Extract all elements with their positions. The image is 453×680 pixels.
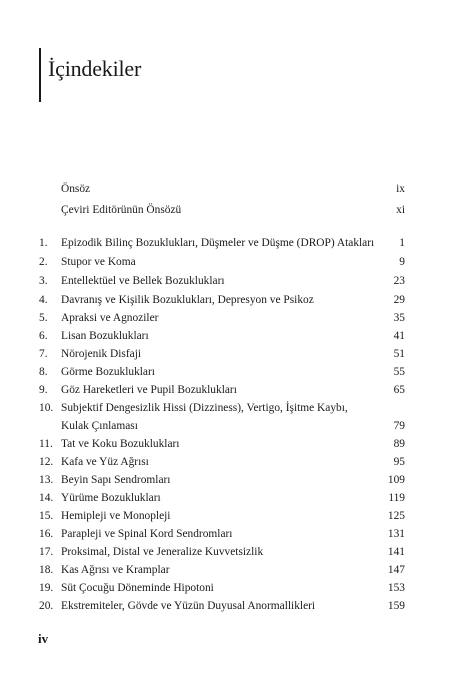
chapter-number: 12. — [39, 456, 54, 468]
chapter-page: 55 — [393, 366, 405, 378]
chapter-title: Göz Hareketleri ve Pupil Bozuklukları — [61, 384, 237, 396]
chapter-number: 20. — [39, 600, 54, 612]
chapter-page: 147 — [387, 564, 405, 576]
entry-title: Çeviri Editörünün Önsözü — [61, 204, 182, 216]
chapter-title: Görme Bozuklukları — [61, 366, 155, 378]
entry-page: ix — [396, 183, 405, 195]
chapter-title: Beyin Sapı Sendromları — [61, 474, 171, 486]
chapter-title: Epizodik Bilinç Bozuklukları, Düşmeler ve Düşme (DROP) Atakları — [61, 237, 375, 249]
chapter-title: Parapleji ve Spinal Kord Sendromları — [61, 528, 233, 540]
title-rule — [39, 48, 41, 102]
chapter-title: Kafa ve Yüz Ağrısı — [61, 456, 149, 468]
chapter-title: Ekstremiteler, Gövde ve Yüzün Duyusal Anormallikleri — [61, 600, 316, 612]
chapter-page: 9 — [399, 256, 405, 268]
chapter-number: 14. — [39, 492, 54, 504]
chapter-title-continued: Kulak Çınlaması — [61, 420, 138, 432]
chapter-title: Hemipleji ve Monopleji — [61, 510, 171, 522]
chapter-title: Tat ve Koku Bozuklukları — [61, 438, 180, 450]
chapter-number: 10. — [39, 402, 54, 414]
chapter-title: Kas Ağrısı ve Kramplar — [61, 564, 170, 576]
chapter-number: 13. — [39, 474, 54, 486]
chapter-number: 17. — [39, 546, 54, 558]
entry-page: xi — [396, 204, 405, 216]
chapter-title: Stupor ve Koma — [61, 256, 136, 268]
chapter-page: 35 — [393, 312, 405, 324]
chapter-number: 19. — [39, 582, 54, 594]
chapter-title: Yürüme Bozuklukları — [61, 492, 161, 504]
chapter-number: 16. — [39, 528, 54, 540]
chapter-number: 8. — [39, 366, 48, 378]
chapter-number: 2. — [39, 256, 48, 268]
chapter-page: 125 — [387, 510, 405, 522]
chapter-number: 11. — [39, 438, 53, 450]
chapter-page: 89 — [393, 438, 405, 450]
chapter-page: 65 — [393, 384, 405, 396]
chapter-number: 9. — [39, 384, 48, 396]
chapter-page: 1 — [399, 237, 405, 249]
chapter-page: 141 — [387, 546, 405, 558]
chapter-number: 7. — [39, 348, 48, 360]
chapter-page: 119 — [388, 492, 405, 504]
chapter-page: 159 — [387, 600, 405, 612]
page-folio: iv — [38, 631, 49, 646]
page-title: İçindekiler — [48, 56, 142, 81]
chapter-number: 3. — [39, 275, 48, 287]
chapter-page: 95 — [393, 456, 405, 468]
chapter-page: 109 — [387, 474, 405, 486]
chapter-title: Lisan Bozuklukları — [61, 330, 149, 342]
chapter-number: 15. — [39, 510, 54, 522]
chapter-number: 6. — [39, 330, 48, 342]
chapter-title: Süt Çocuğu Döneminde Hipotoni — [61, 582, 214, 594]
chapter-page: 79 — [393, 420, 405, 432]
chapter-title: Apraksi ve Agnoziler — [61, 312, 159, 324]
chapter-title: Entellektüel ve Bellek Bozuklukları — [61, 275, 225, 287]
chapter-title: Nörojenik Disfaji — [61, 348, 142, 360]
chapter-title: Proksimal, Distal ve Jeneralize Kuvvetsizlik — [61, 546, 264, 558]
chapter-page: 51 — [393, 348, 405, 360]
chapter-title: Subjektif Dengesizlik Hissi (Dizziness), Vertigo, İşitme Kaybı, — [61, 402, 348, 414]
chapter-page: 29 — [393, 294, 405, 306]
chapter-number: 1. — [39, 237, 48, 249]
chapter-page: 153 — [387, 582, 405, 594]
chapter-title: Davranış ve Kişilik Bozuklukları, Depresyon ve Psikoz — [61, 294, 314, 306]
chapter-page: 23 — [393, 275, 405, 287]
chapter-page: 131 — [387, 528, 405, 540]
entry-title: Önsöz — [61, 183, 91, 195]
chapter-page: 41 — [393, 330, 405, 342]
chapter-number: 4. — [39, 294, 48, 306]
chapter-number: 5. — [39, 312, 48, 324]
chapter-number: 18. — [39, 564, 54, 576]
